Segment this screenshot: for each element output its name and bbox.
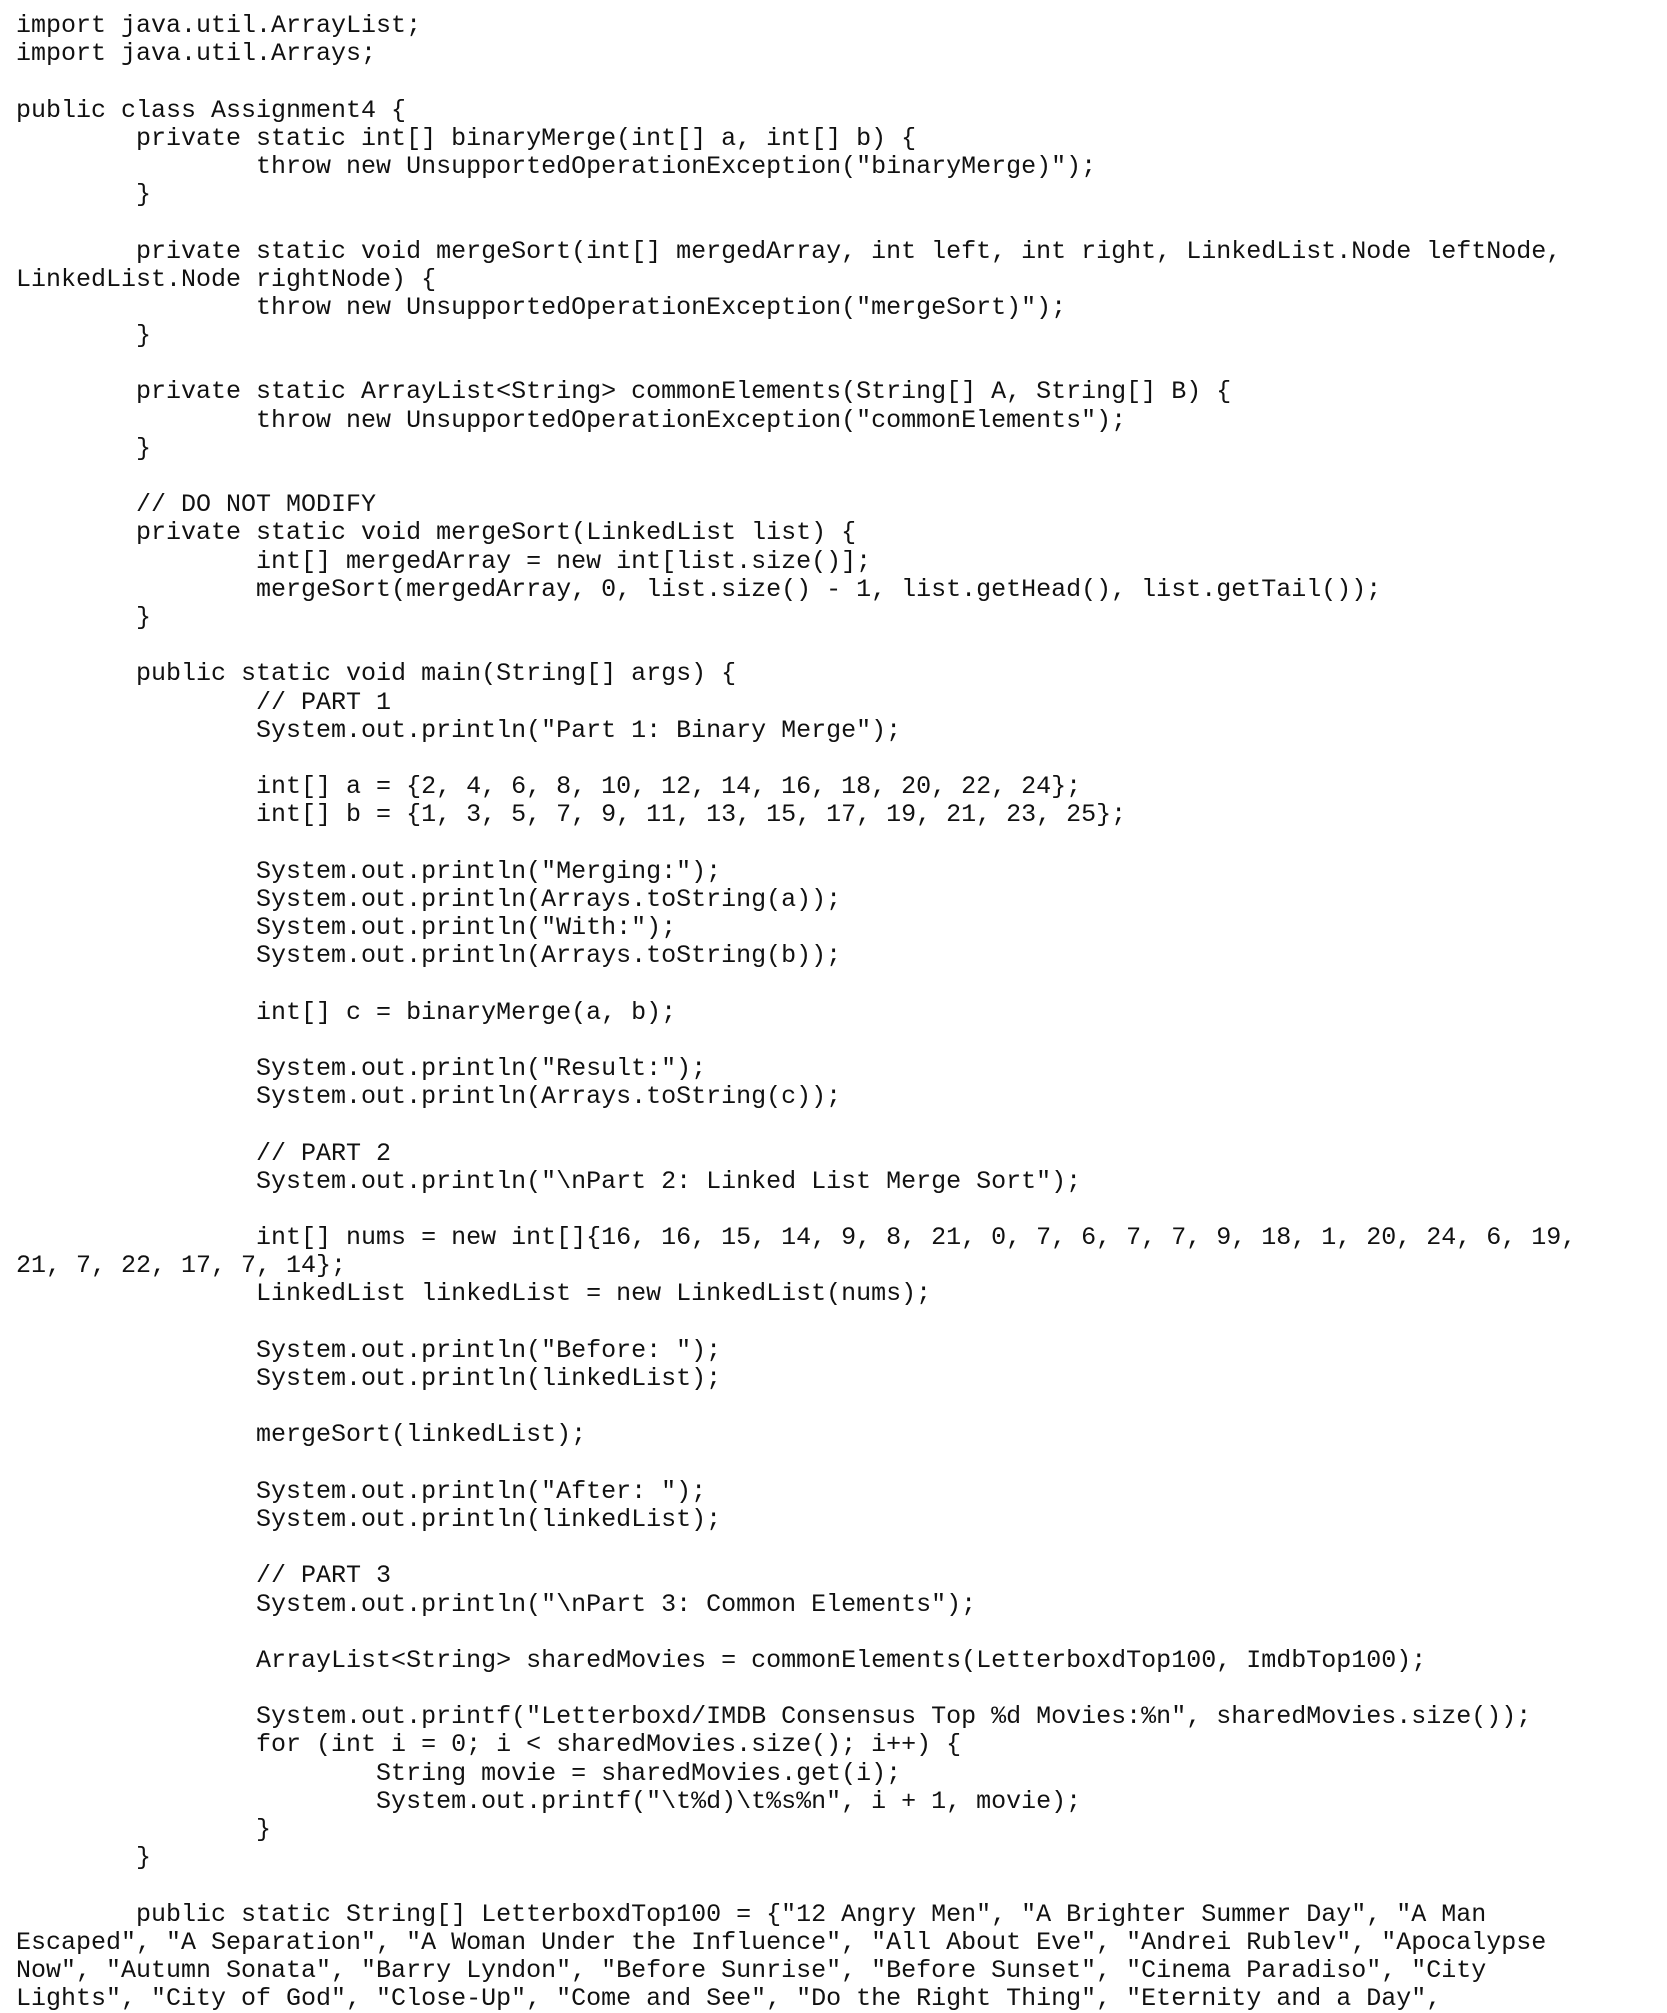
code-line: System.out.println(Arrays.toString(c)); — [16, 1082, 842, 1112]
code-line: throw new UnsupportedOperationException("binaryMerge)"); — [16, 151, 1097, 181]
code-line — [16, 1309, 1576, 1337]
code-line — [16, 1675, 1576, 1703]
code-line — [16, 463, 1576, 491]
code-line: System.out.println("\nPart 3: Common Elements"); — [16, 1589, 977, 1619]
code-line — [16, 1027, 1576, 1055]
code-line: System.out.println("With:"); — [16, 913, 677, 942]
code-line: System.out.println(Arrays.toString(b)); — [16, 941, 842, 971]
code-line: LinkedList linkedList = new LinkedList(nums); — [16, 1279, 932, 1309]
code-line — [16, 1196, 1576, 1224]
code-line — [16, 829, 1576, 857]
code-line: System.out.println(linkedList); — [16, 1504, 722, 1534]
code-line: mergeSort(linkedList); — [16, 1420, 587, 1450]
code-line: System.out.println(Arrays.toString(a)); — [16, 884, 842, 914]
code-line — [16, 1450, 1576, 1478]
code-line: } — [16, 321, 152, 351]
code-line — [16, 350, 1576, 378]
code-line — [16, 68, 1576, 96]
code-line: System.out.println("\nPart 2: Linked List Merge Sort"); — [16, 1166, 1082, 1196]
code-line: int[] b = {1, 3, 5, 7, 9, 11, 13, 15, 17, 19, 21, 23, 25}; — [16, 800, 1127, 830]
code-line — [16, 745, 1576, 773]
code-line: System.out.printf("Letterboxd/IMDB Consensus Top %d Movies:%n", sharedMovies.size()); — [16, 1702, 1532, 1732]
code-line: mergeSort(mergedArray, 0, list.size() - 1, list.getHead(), list.getTail()); — [16, 574, 1382, 604]
code-line: int[] a = {2, 4, 6, 8, 10, 12, 14, 16, 18, 20, 22, 24}; — [16, 772, 1082, 802]
code-line — [16, 1619, 1576, 1647]
code-line: Escaped", "A Separation", "A Woman Under the Influence", "All About Eve", "Andrei Rublev", "Apocalypse — [16, 1927, 1547, 1957]
code-line: // PART 2 — [16, 1138, 392, 1168]
code-line: System.out.println(linkedList); — [16, 1364, 722, 1393]
code-line: throw new UnsupportedOperationException("mergeSort)"); — [16, 292, 1067, 322]
code-line: 21, 7, 22, 17, 7, 14}; — [16, 1251, 347, 1281]
code-line — [16, 1534, 1576, 1562]
code-line: throw new UnsupportedOperationException("commonElements"); — [16, 405, 1127, 435]
code-line: for (int i = 0; i < sharedMovies.size(); i++) { — [16, 1730, 962, 1760]
code-line — [16, 632, 1576, 660]
code-line: System.out.printf("\t%d)\t%s%n", i + 1, movie); — [16, 1786, 1082, 1816]
code-line: ArrayList<String> sharedMovies = commonElements(LetterboxdTop100, ImdbTop100); — [16, 1645, 1427, 1675]
code-line: private static void mergeSort(int[] mergedArray, int left, int right, LinkedList.Node leftNode, — [16, 236, 1562, 266]
code-line: System.out.println("Merging:"); — [16, 856, 722, 886]
code-line: } — [16, 602, 152, 632]
code-line: String movie = sharedMovies.get(i); — [16, 1758, 902, 1788]
code-line: LinkedList.Node rightNode) { — [16, 264, 437, 294]
code-line: } — [16, 180, 152, 210]
code-line: System.out.println("Part 1: Binary Merge"); — [16, 715, 902, 745]
code-document — [16, 12, 1576, 2013]
code-line: private static int[] binaryMerge(int[] a, int[] b) { — [16, 123, 917, 153]
code-line: System.out.println("After: "); — [16, 1476, 707, 1506]
code-line: int[] c = binaryMerge(a, b); — [16, 997, 677, 1027]
code-line — [16, 209, 1576, 237]
code-line: } — [16, 433, 152, 463]
code-line: import java.util.Arrays; — [16, 39, 377, 69]
code-line: // PART 1 — [16, 687, 392, 717]
code-line — [16, 1872, 1576, 1900]
code-line: System.out.println("Result:"); — [16, 1053, 707, 1083]
code-line — [16, 1111, 1576, 1139]
code-line: public class Assignment4 { — [16, 95, 407, 125]
code-line: private static ArrayList<String> commonElements(String[] A, String[] B) { — [16, 377, 1232, 407]
code-line: } — [16, 1843, 152, 1873]
code-line: import java.util.ArrayList; — [16, 11, 422, 40]
code-line: int[] nums = new int[]{16, 16, 15, 14, 9, 8, 21, 0, 7, 6, 7, 7, 9, 18, 1, 20, 24, 6, 19, — [16, 1223, 1577, 1253]
code-line: System.out.println("Before: "); — [16, 1335, 722, 1365]
code-line: int[] mergedArray = new int[list.size()]; — [16, 546, 872, 576]
code-line — [16, 970, 1576, 998]
code-line: public static String[] LetterboxdTop100 = {"12 Angry Men", "A Brighter Summer Day", "A Man — [16, 1899, 1487, 1929]
code-line: // PART 3 — [16, 1561, 392, 1591]
code-line: private static void mergeSort(LinkedList list) { — [16, 518, 857, 548]
code-line — [16, 1393, 1576, 1421]
code-line: Lights", "City of God", "Close-Up", "Come and See", "Do the Right Thing", "Eternity and a Day", — [16, 1984, 1442, 2013]
code-line: } — [16, 1815, 272, 1844]
code-line: // DO NOT MODIFY — [16, 490, 377, 520]
code-line: public static void main(String[] args) { — [16, 659, 737, 689]
code-line: Now", "Autumn Sonata", "Barry Lyndon", "Before Sunrise", "Before Sunset", "Cinema Paradiso", "City — [16, 1955, 1487, 1985]
